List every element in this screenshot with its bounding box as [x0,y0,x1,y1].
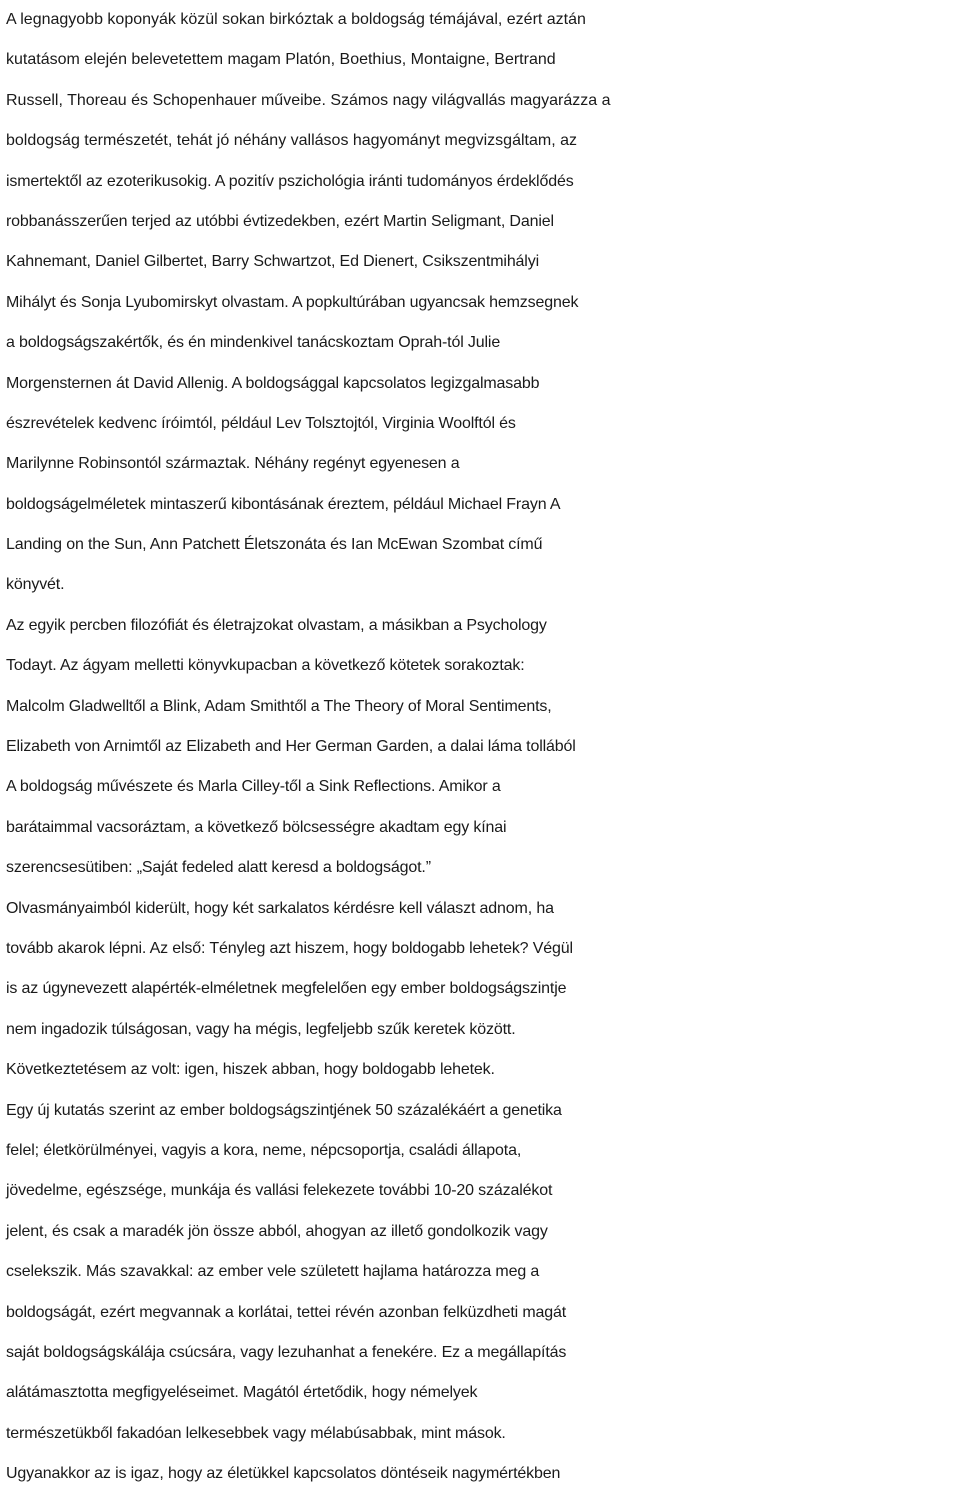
paragraph-1 [6,0,956,606]
text-line: Todayt. Az ágyam melletti könyvkupacban a következő kötetek sorakoztak: [6,657,525,675]
text-line: cselekszik. Más szavakkal: az ember vele született hajlama határozza meg a [6,1263,540,1281]
text-line: barátaimmal vacsoráztam, a következő bölcsességre akadtam egy kínai [6,818,507,836]
text-line: szerencsesütiben: „Saját fedeled alatt keresd a boldogságot.” [6,859,431,877]
text-line: Mihályt és Sonja Lyubomirskyt olvastam. A popkultúrában ugyancsak hemzsegnek [6,293,579,311]
text-line: Russell, Thoreau és Schopenhauer műveibe. Számos nagy világvallás magyarázza a [6,91,611,109]
text-line: tovább akarok lépni. Az első: Tényleg azt hiszem, hogy boldogabb lehetek? Végül [6,939,573,957]
text-line: alátámasztotta megfigyeléseimet. Magától értetődik, hogy némelyek [6,1384,478,1402]
paragraph-3 [6,889,956,1091]
text-line: ismertektől az ezoterikusokig. A pozitív pszichológia iránti tudományos érdeklődés [6,172,574,190]
document-page [6,0,956,1494]
text-line: a boldogságszakértők, és én mindenkivel tanácskoztam Oprah-tól Julie [6,334,501,352]
text-line: Olvasmányaimból kiderült, hogy két sarkalatos kérdésre kell választ adnom, ha [6,899,554,917]
text-line: A legnagyobb koponyák közül sokan birkóztak a boldogság témájával, ezért aztán [6,11,586,28]
text-line: jelent, és csak a maradék jön össze abból, ahogyan az illető gondolkozik vagy [6,1222,548,1240]
text-line: saját boldogságskálája csúcsára, vagy lezuhanhat a fenekére. Ez a megállapítás [6,1343,567,1361]
text-line: felel; életkörülményei, vagyis a kora, neme, népcsoportja, családi állapota, [6,1141,522,1159]
text-line: kutatásom elején belevetettem magam Platón, Boethius, Montaigne, Bertrand [6,51,556,69]
text-line: boldogságát, ezért megvannak a korlátai, tettei révén azonban felküzdheti magát [6,1303,567,1321]
text-line: észrevételek kedvenc íróimtól, például Lev Tolsztojtól, Virginia Woolftól és [6,414,516,432]
paragraph-2 [6,606,956,889]
text-line: boldogságelméletek mintaszerű kibontásának éreztem, például Michael Frayn A [6,495,561,513]
text-line: Marilynne Robinsontól származtak. Néhány regényt egyenesen a [6,455,460,473]
text-line: Az egyik percben filozófiát és életrajzokat olvastam, a másikban a Psychology [6,616,547,634]
text-line: A boldogság művészete és Marla Cilley-től a Sink Reflections. Amikor a [6,778,501,796]
text-line: Kahnemant, Daniel Gilbertet, Barry Schwartzot, Ed Dienert, Csikszentmihályi [6,253,539,271]
text-line: robbanásszerűen terjed az utóbbi évtizedekben, ezért Martin Seligmant, Daniel [6,212,554,230]
text-line: Landing on the Sun, Ann Patchett Életszonáta és Ian McEwan Szombat című [6,536,543,554]
text-line: jövedelme, egészsége, munkája és vallási felekezete további 10-20 százalékot [6,1182,553,1200]
text-line: Morgensternen át David Allenig. A boldogsággal kapcsolatos legizgalmasabb [6,374,540,392]
text-line: boldogság természetét, tehát jó néhány vallásos hagyományt megvizsgáltam, az [6,132,577,150]
text-line: természetükből fakadóan lelkesebbek vagy mélabúsabbak, mint mások. [6,1424,506,1442]
paragraph-4 [6,1091,956,1494]
text-line: Elizabeth von Arnimtől az Elizabeth and Her German Garden, a dalai láma tollából [6,738,576,756]
text-line: Ugyanakkor az is igaz, hogy az életükkel kapcsolatos döntéseik nagymértékben [6,1465,561,1483]
text-line: Következtetésem az volt: igen, hiszek abban, hogy boldogabb lehetek. [6,1061,495,1079]
text-line: nem ingadozik túlságosan, vagy ha mégis, legfeljebb szűk keretek között. [6,1020,516,1038]
text-line: könyvét. [6,576,65,594]
text-line: Egy új kutatás szerint az ember boldogságszintjének 50 százalékáért a genetika [6,1101,562,1119]
text-line: Malcolm Gladwelltől a Blink, Adam Smithtől a The Theory of Moral Sentiments, [6,697,552,715]
text-line: is az úgynevezett alapérték-elméletnek megfelelően egy ember boldogságszintje [6,980,567,998]
